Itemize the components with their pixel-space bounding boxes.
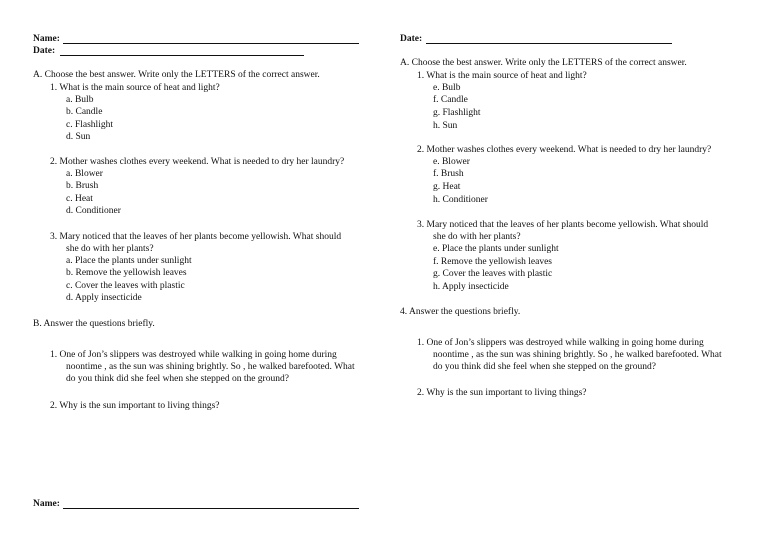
right-q3-option-g: g. Cover the leaves with plastic [433, 269, 553, 279]
date-label: Date: [33, 46, 56, 56]
q1-option-d: d. Sun [66, 132, 91, 142]
right-b-question-1-line2: noontime , as the sun was shining brightly. So , he walked barefooted. What [433, 350, 722, 360]
right-section-4-instruction: 4. Answer the questions briefly. [400, 307, 521, 317]
q1-option-a: a. Bulb [66, 95, 94, 105]
right-q1-option-g: g. Flashlight [433, 108, 481, 118]
right-question-2: 2. Mother washes clothes every weekend. What is needed to dry her laundry? [417, 145, 712, 155]
b-question-1-line1: 1. One of Jon’s slippers was destroyed while walking in going home during [50, 350, 337, 360]
q3-option-b: b. Remove the yellowish leaves [66, 268, 187, 278]
section-a-instruction: A. Choose the best answer. Write only the LETTERS of the correct answer. [33, 70, 320, 80]
right-q2-option-f: f. Brush [433, 169, 464, 179]
b-question-2: 2. Why is the sun important to living things? [50, 401, 220, 411]
b-question-1-line2: noontime , as the sun was shining brightly. So , he walked barefooted. What [66, 362, 355, 372]
right-q2-option-g: g. Heat [433, 182, 461, 192]
q1-option-b: b. Candle [66, 107, 103, 117]
right-question-3-line1: 3. Mary noticed that the leaves of her plants become yellowish. What should [417, 220, 709, 230]
q1-option-c: c. Flashlight [66, 120, 113, 130]
right-q3-option-e: e. Place the plants under sunlight [433, 244, 559, 254]
right-q1-option-e: e. Bulb [433, 83, 461, 93]
right-date-field-line[interactable] [426, 43, 672, 44]
name-field-line[interactable] [63, 43, 359, 44]
right-q2-option-e: e. Blower [433, 157, 470, 167]
right-b-question-2: 2. Why is the sun important to living things? [417, 388, 587, 398]
q2-option-d: d. Conditioner [66, 206, 121, 216]
right-date-label: Date: [400, 34, 423, 44]
b-question-1-line3: do you think did she feel when she stepped on the ground? [66, 374, 289, 384]
right-question-3-line2: she do with her plants? [433, 232, 521, 242]
question-2: 2. Mother washes clothes every weekend. What is needed to dry her laundry? [50, 157, 345, 167]
right-section-a-instruction: A. Choose the best answer. Write only the LETTERS of the correct answer. [400, 58, 687, 68]
right-q1-option-h: h. Sun [433, 121, 458, 131]
right-b-question-1-line1: 1. One of Jon’s slippers was destroyed while walking in going home during [417, 338, 704, 348]
question-1: 1. What is the main source of heat and light? [50, 83, 220, 93]
right-q2-option-h: h. Conditioner [433, 195, 488, 205]
right-b-question-1-line3: do you think did she feel when she stepped on the ground? [433, 362, 656, 372]
question-3-line2: she do with her plants? [66, 244, 154, 254]
name-label: Name: [33, 34, 60, 44]
date-field-line[interactable] [60, 55, 304, 56]
section-b-instruction: B. Answer the questions briefly. [33, 319, 155, 329]
right-q3-option-f: f. Remove the yellowish leaves [433, 257, 552, 267]
question-3-line1: 3. Mary noticed that the leaves of her plants become yellowish. What should [50, 232, 342, 242]
q3-option-a: a. Place the plants under sunlight [66, 256, 192, 266]
q3-option-d: d. Apply insecticide [66, 293, 142, 303]
q3-option-c: c. Cover the leaves with plastic [66, 281, 185, 291]
bottom-name-field-line[interactable] [63, 508, 359, 509]
right-q1-option-f: f. Candle [433, 95, 468, 105]
q2-option-b: b. Brush [66, 181, 99, 191]
right-q3-option-h: h. Apply insecticide [433, 282, 509, 292]
q2-option-c: c. Heat [66, 194, 93, 204]
q2-option-a: a. Blower [66, 169, 103, 179]
right-question-1: 1. What is the main source of heat and light? [417, 71, 587, 81]
bottom-name-label: Name: [33, 499, 60, 509]
